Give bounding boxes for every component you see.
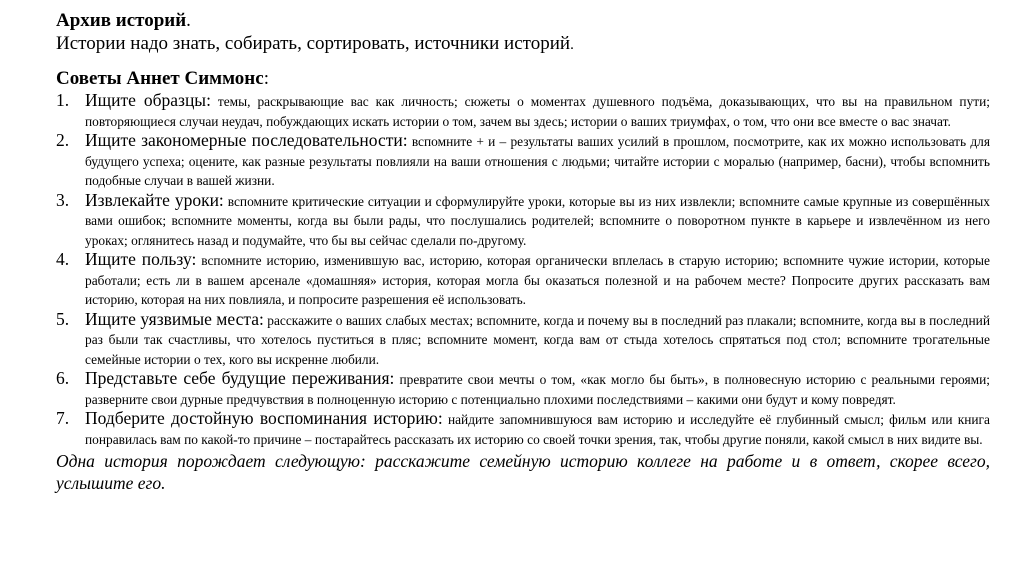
advice-item-number: 7. [56,408,70,428]
advice-item-lead: Ищите уязвимые места: [85,308,264,329]
slide-content [56,10,990,494]
advice-item-lead: Извлекайте уроки: [85,189,224,210]
archive-title-text: Архив историй [56,10,187,31]
advice-item-text: найдите запомнившуюся вам историю и исследуйте её глубинный смысл; фильм или книга понравилась вам по какой-то причине – постарайтесь рассказать их историю со своей точки зрения, так, чтобы другие поняли, какой смысл в них видите вы. [85,412,990,447]
closing-statement: Одна история порождает следующую: расскажите семейную историю коллеге на работе и в ответ, скорее всего, услышите его. [56,451,990,493]
advice-heading [56,68,990,90]
advice-item [56,191,990,251]
advice-item [56,409,990,449]
advice-list [56,91,990,449]
advice-item-text: темы, раскрывающие вас как личность; сюжеты о моментах душевного подъёма, доказывающих, что вы на правильном пути; повторяющиеся случаи неудач, побуждающих искать истории о том, зачем вы здесь; истории о ваших триумфах, о том, что они все вместе о вас значат. [85,94,990,129]
advice-item-lead: Представьте себе будущие переживания: [85,368,395,388]
advice-item-text: вспомните + и – результаты ваших усилий в прошлом, посмотрите, как их можно использовать для будущего успеха; оцените, как разные результаты повлияли на ваши отношения с людьми; читайте истории с моралью (например, басни), чтобы вспомнить подобные случаи в вашей жизни. [85,134,990,188]
archive-title [56,10,990,32]
advice-item [56,91,990,131]
advice-item-text: расскажите о ваших слабых местах; вспомните, когда и почему вы в последний раз плакали; вспомните, когда вы в последний раз были так счастливы, что хотелось пуститься в пляс; вспомните момент, когда вам от стыда хотелось спрятаться под стол; вспомните трогательные семейные истории о тех, кого вы искренне любили. [85,312,990,367]
advice-item-lead: Подберите достойную воспоминания историю: [85,408,443,428]
archive-subtitle-text: Истории надо знать, собирать, сортировать, источники историй [56,33,571,54]
advice-item-lead: Ищите пользу: [85,249,197,269]
advice-item [56,310,990,370]
advice-item [56,250,990,310]
advice-item-text: вспомните критические ситуации и сформулируйте уроки, которые вы из них извлекли; вспомните самые крупные из совершённых вами ошибок; вспомните моменты, когда вы были рады, что послушались родителей; вспомните о поворотном пункте в карьере и извлечённом из него уроках; оглянитесь назад и подумайте, что бы вы сейчас сделали по-другому. [85,193,990,248]
archive-subtitle [56,33,990,56]
advice-item-lead: Ищите закономерные последовательности: [85,130,408,150]
advice-item-lead: Ищите образцы: [85,90,211,110]
advice-item [56,131,990,191]
advice-item-number: 4. [56,249,70,269]
advice-item-number: 6. [56,368,70,388]
advice-item [56,369,990,409]
archive-subtitle-dot: . [570,37,574,53]
advice-item-number: 1. [56,90,70,110]
advice-item-number: 3. [56,189,70,210]
advice-heading-text: Советы Аннет Симмонс [56,68,264,89]
advice-item-text: превратите свои мечты о том, «как могло бы быть», в полновесную историю с реальными героями; разверните свои дурные предчувствия в полноценную историю с потенциально плохими последствиями – какими они будут и кому повредят. [85,372,990,407]
advice-item-number: 5. [56,308,70,329]
advice-heading-colon: : [263,68,269,89]
advice-item-text: вспомните историю, изменившую вас, историю, которая органически вплелась в старую историю; вспомните чужие истории, которые работали; есть ли в вашем арсенале «домашняя» история, которая могла бы оказаться полезной и на рабочем месте? Попросите других рассказать вам историю, которая на них повлияла, и попросите разрешения её использовать. [85,253,990,307]
archive-title-dot: . [186,10,191,31]
advice-item-number: 2. [56,130,70,150]
